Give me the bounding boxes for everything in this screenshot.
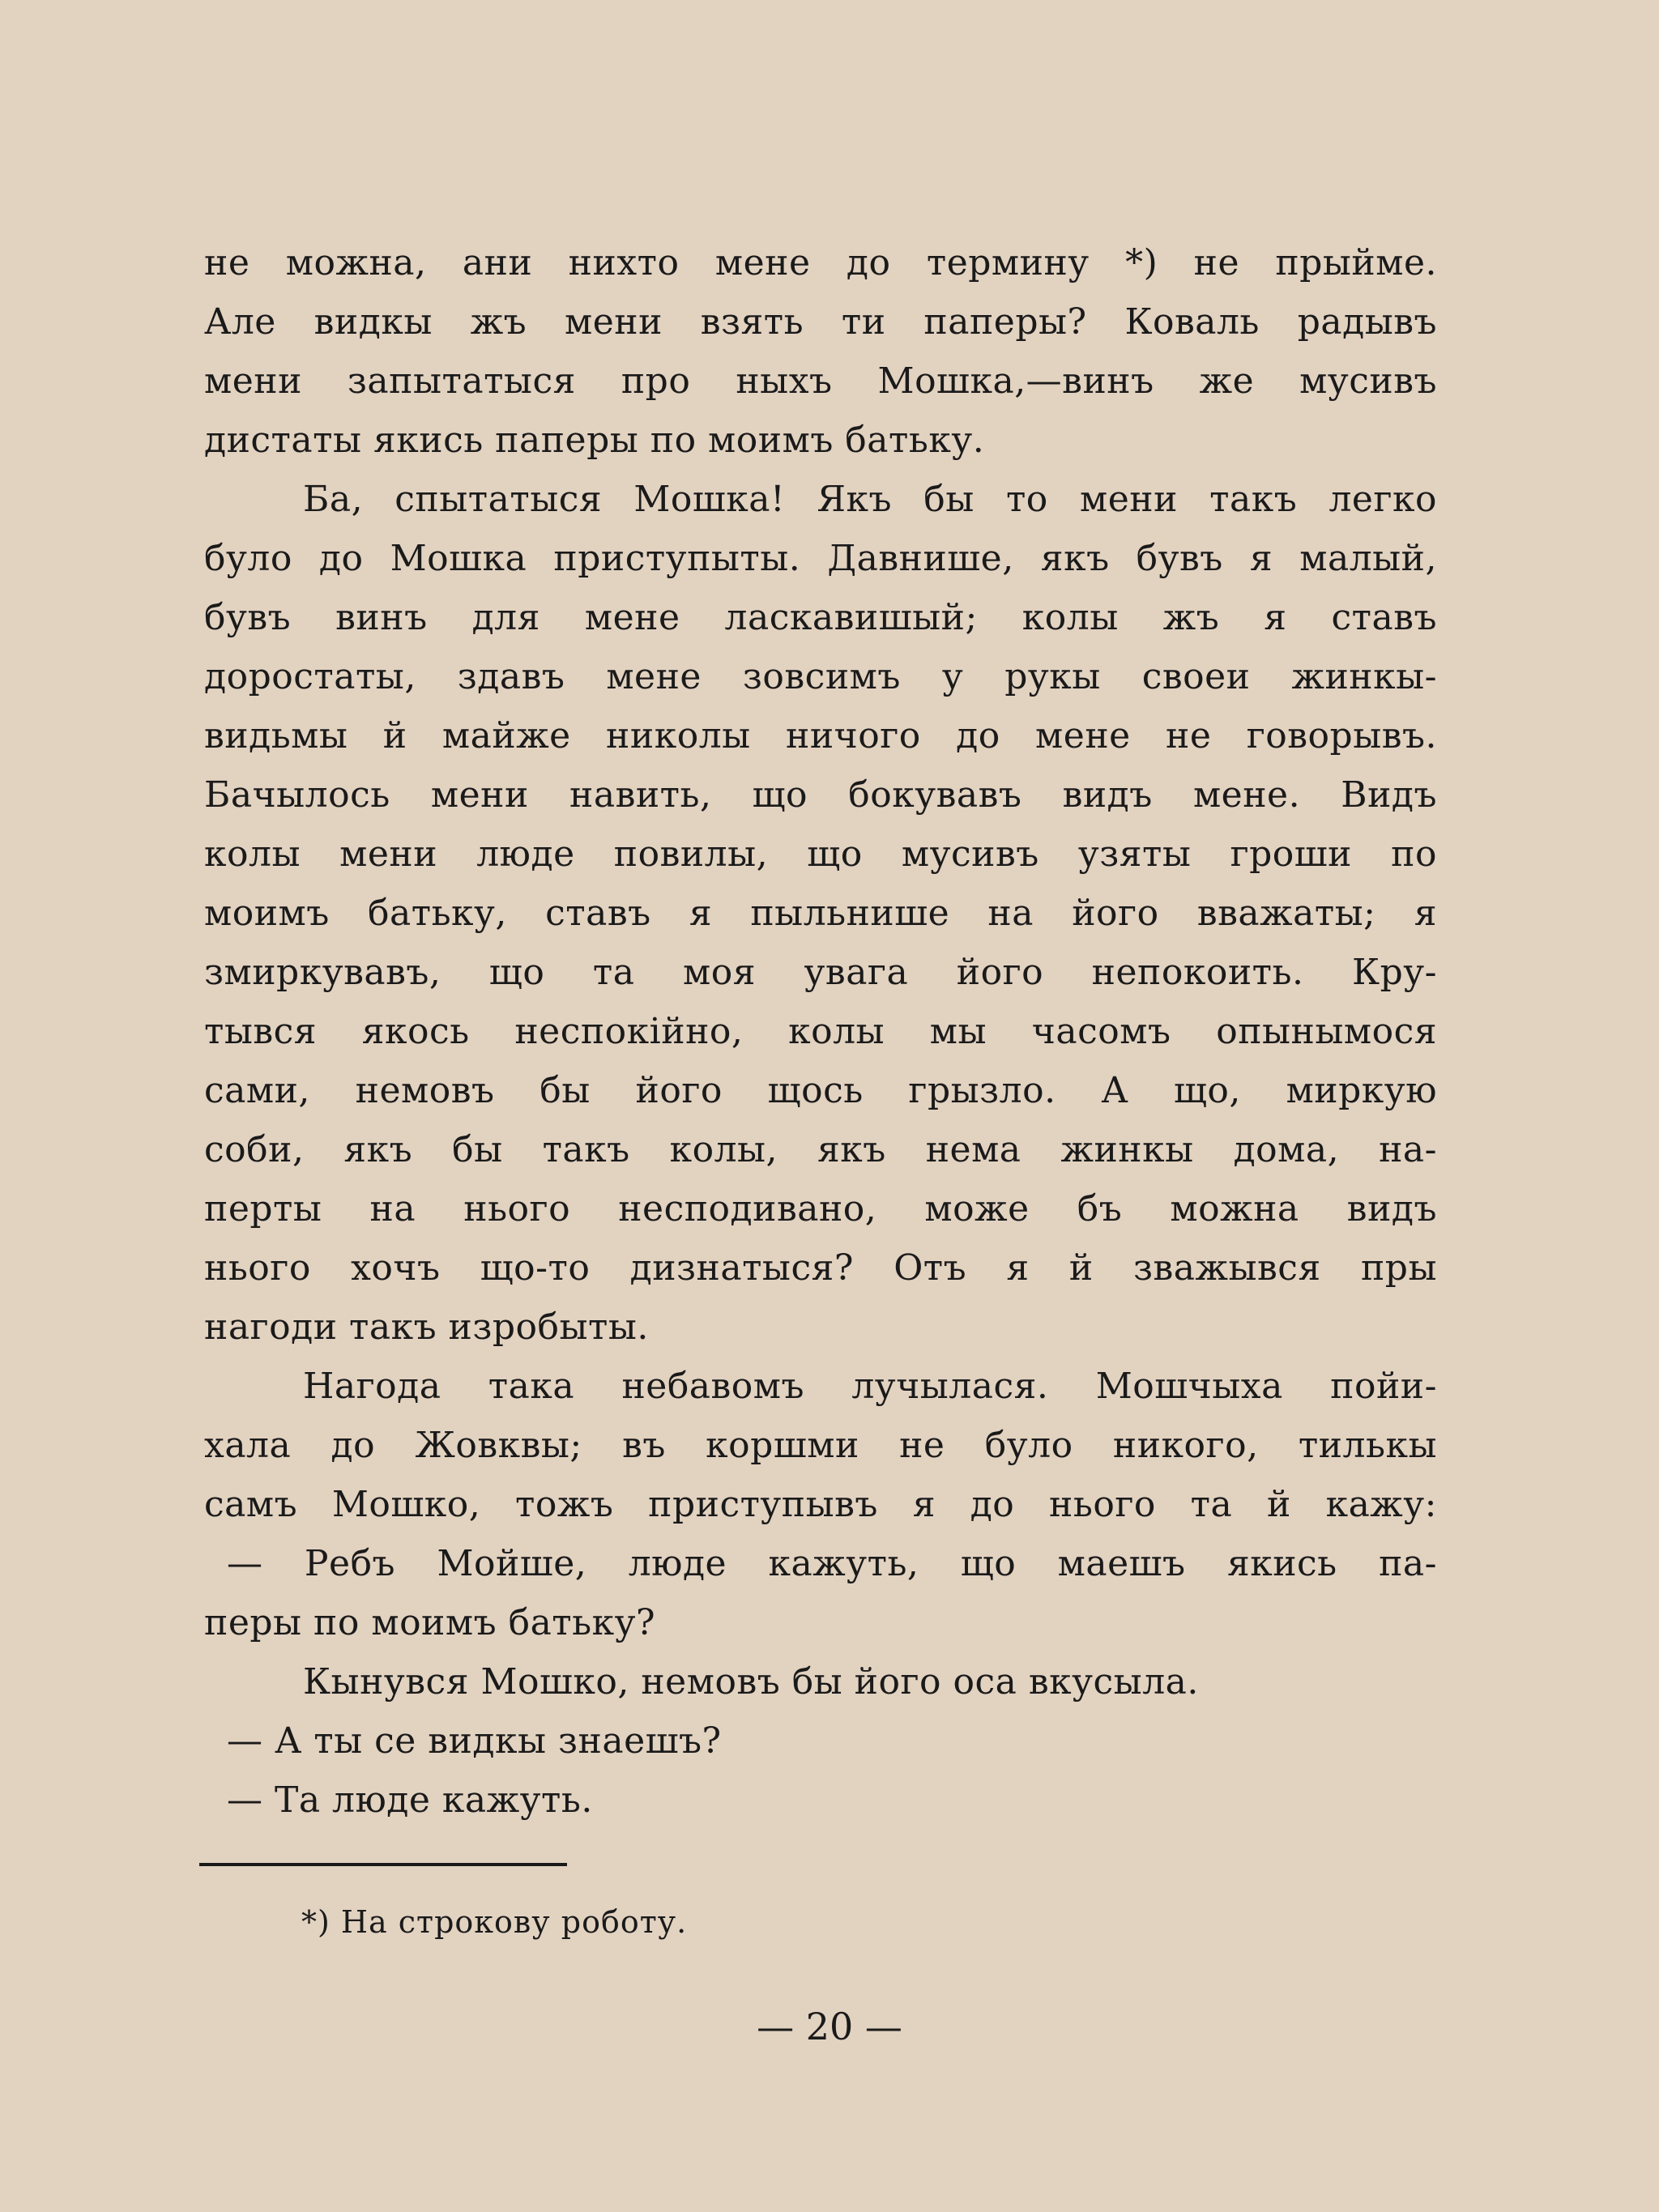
- text-line: хала до Жовквы; въ коршми не було никого, тилькы: [204, 1425, 1437, 1466]
- text-line: моимъ батьку, ставъ я пыльнише на його вважаты; я: [204, 893, 1437, 934]
- text-line: нього хочъ що-то дизнатыся? Отъ я й зважывся пры: [204, 1247, 1437, 1289]
- dialogue-line: — А ты се видкы знаешъ?: [227, 1720, 722, 1762]
- text-line: Бачылось мени навить, що бокувавъ видъ мене. Видъ: [204, 774, 1437, 816]
- text-line: тывся якось неспокійно, колы мы часомъ опынымося: [204, 1011, 1437, 1052]
- text-line: змиркувавъ, що та моя увага його непокоить. Кру-: [204, 952, 1437, 993]
- footnote: *) На строкову роботу.: [301, 1904, 688, 1940]
- text-line: Нагода така небавомъ лучылася. Мошчыха пойи-: [303, 1366, 1437, 1407]
- text-line: видьмы й майже николы ничого до мене не говорывъ.: [204, 715, 1437, 757]
- page-number: — 20 —: [757, 2005, 902, 2048]
- text-line: мени запытатыся про ныхъ Мошка,—винъ же мусивъ: [204, 360, 1437, 402]
- text-line: доростаты, здавъ мене зовсимъ у рукы своеи жинкы-: [204, 656, 1437, 697]
- text-line: перы по моимъ батьку?: [204, 1602, 656, 1643]
- text-line: бувъ винъ для мене ласкавишый; колы жъ я ставъ: [204, 597, 1437, 638]
- text-line: було до Мошка приступыты. Давнише, якъ бувъ я малый,: [204, 538, 1437, 579]
- text-line: дистаты якись паперы по моимъ батьку.: [204, 420, 985, 461]
- dialogue-line: — Ребъ Мойше, люде кажуть, що маешъ якись па-: [227, 1543, 1437, 1584]
- text-line: Кынувся Мошко, немовъ бы його оса вкусыла.: [303, 1661, 1199, 1703]
- text-line: Але видкы жъ мени взять ти паперы? Коваль радывъ: [204, 301, 1437, 343]
- text-line: нагоди такъ изробыты.: [204, 1306, 649, 1348]
- footnote-divider: [199, 1863, 567, 1866]
- text-line: не можна, ани нихто мене до термину *) не прыйме.: [204, 242, 1437, 283]
- text-line: соби, якъ бы такъ колы, якъ нема жинкы дома, на-: [204, 1129, 1437, 1170]
- text-line: самъ Мошко, тожъ приступывъ я до нього та й кажу:: [204, 1484, 1437, 1525]
- text-line: Ба, спытатыся Мошка! Якъ бы то мени такъ легко: [303, 479, 1437, 520]
- text-line: сами, немовъ бы його щось грызло. А що, миркую: [204, 1070, 1437, 1111]
- dialogue-line: — Та люде кажуть.: [227, 1779, 593, 1821]
- text-line: колы мени люде повилы, що мусивъ узяты гроши по: [204, 833, 1437, 875]
- main-text: [204, 233, 1437, 1830]
- text-line: перты на нього несподивано, може бъ можна видъ: [204, 1188, 1437, 1230]
